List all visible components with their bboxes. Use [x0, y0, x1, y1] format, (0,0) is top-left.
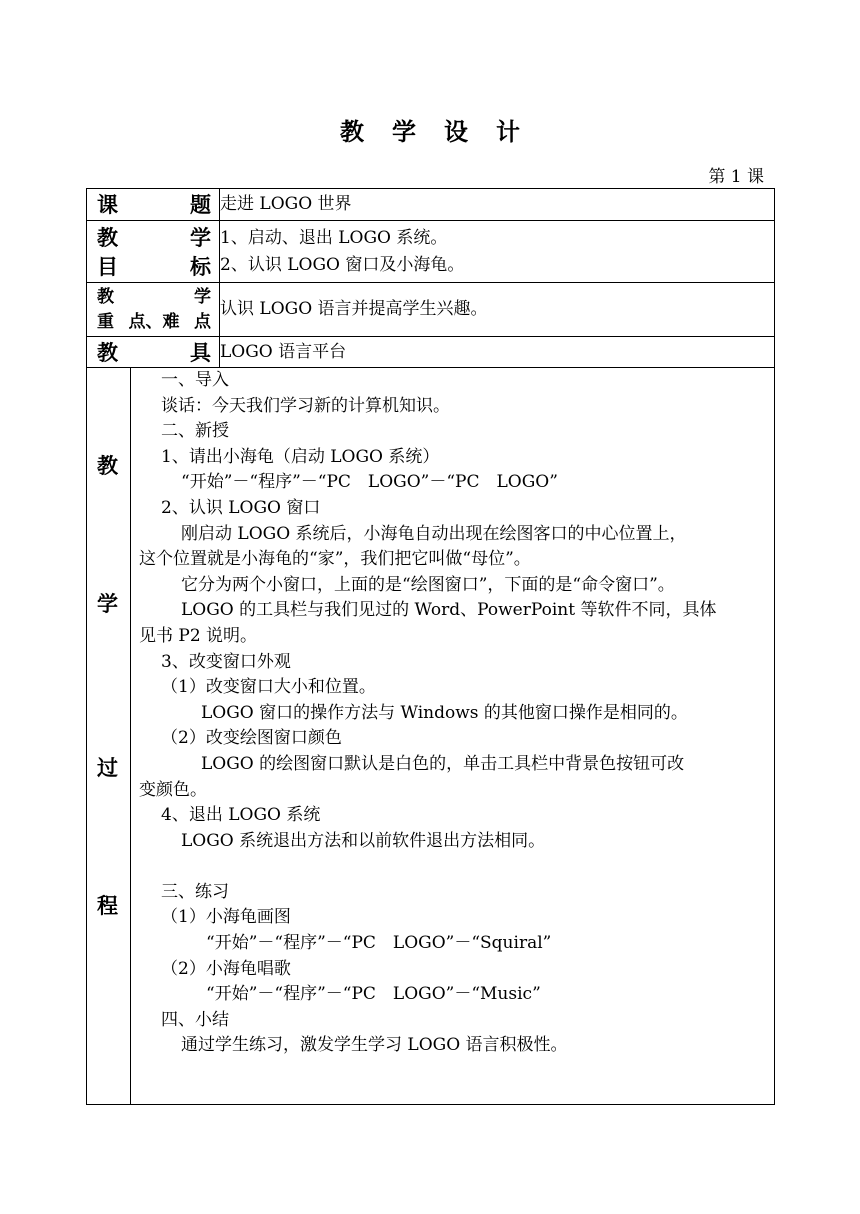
process-line: LOGO 的绘图窗口默认是白色的，单击工具栏中背景色按钮可改	[201, 753, 685, 774]
goal-item: 1、启动、退出 LOGO 系统。	[220, 227, 448, 248]
label-char: 学	[194, 286, 211, 307]
tools-value: LOGO 语言平台	[220, 337, 775, 368]
label-char: 点	[194, 311, 211, 332]
process-line: （1）改变窗口大小和位置。	[161, 677, 376, 698]
lesson-plan-table	[86, 188, 775, 1105]
process-line: 谈话：今天我们学习新的计算机知识。	[161, 395, 450, 416]
process-line: “开始”－“程序”－“PC LOGO”－“Squiral”	[206, 933, 552, 954]
process-line: 四、小结	[161, 1009, 229, 1030]
process-line: 变颜色。	[139, 779, 207, 800]
process-line: 刚启动 LOGO 系统后，小海龟自动出现在绘图客口的中心位置上，	[181, 523, 687, 544]
label-char: 学	[97, 591, 118, 616]
process-line: LOGO 窗口的操作方法与 Windows 的其他窗口操作是相同的。	[201, 702, 688, 723]
process-line: （1）小海龟画图	[161, 907, 291, 928]
label-char: 教	[97, 339, 118, 365]
process-line: LOGO 的工具栏与我们见过的 Word、PowerPoint 等软件不同，具体	[181, 600, 717, 621]
label-char: 教	[97, 224, 118, 250]
goals-value	[220, 221, 775, 283]
key-points-label	[87, 283, 220, 337]
label-char: 教	[97, 453, 118, 478]
label-char: 具	[190, 339, 211, 365]
process-line: 2、认识 LOGO 窗口	[161, 497, 321, 518]
goals-label	[87, 221, 220, 283]
process-line: 这个位置就是小海龟的“家”，我们把它叫做“母位”。	[139, 549, 531, 570]
row-key-points	[87, 283, 775, 337]
process-line: 一、导入	[161, 370, 229, 390]
row-topic	[87, 189, 775, 221]
process-line: 1、请出小海龟（启动 LOGO 系统）	[161, 446, 440, 467]
process-label	[87, 368, 131, 1105]
spacer	[139, 854, 768, 880]
tools-label	[87, 337, 220, 368]
process-line: 通过学生练习，激发学生学习 LOGO 语言积极性。	[181, 1035, 568, 1056]
label-char: 过	[97, 755, 118, 780]
label-char: 目	[97, 253, 118, 279]
title-char: 教	[340, 117, 364, 146]
goal-item: 2、认识 LOGO 窗口及小海龟。	[220, 254, 465, 275]
process-line: “开始”－“程序”－“PC LOGO”－“PC LOGO”	[181, 472, 558, 493]
title-char: 学	[392, 117, 416, 146]
topic-label	[87, 189, 220, 221]
process-line: “开始”－“程序”－“PC LOGO”－“Music”	[206, 984, 541, 1005]
label-char: 教	[97, 286, 114, 307]
label-char: 课	[97, 192, 118, 217]
label-char: 重	[97, 311, 114, 332]
document-title	[0, 112, 860, 147]
row-goals	[87, 221, 775, 283]
title-char: 设	[444, 117, 468, 146]
row-process	[87, 368, 775, 1105]
lesson-number: 第 1 课	[708, 167, 764, 187]
process-line: 见书 P2 说明。	[139, 625, 258, 646]
process-line: LOGO 系统退出方法和以前软件退出方法相同。	[181, 830, 546, 851]
row-tools	[87, 337, 775, 368]
process-content	[131, 368, 775, 1105]
label-char: 程	[97, 893, 118, 918]
process-line: 3、改变窗口外观	[161, 651, 291, 672]
process-line: （2）改变绘图窗口颜色	[161, 728, 342, 749]
process-line: 4、退出 LOGO 系统	[161, 805, 321, 826]
process-line: 它分为两个小窗口，上面的是“绘图窗口”，下面的是“命令窗口”。	[181, 574, 675, 595]
process-line: （2）小海龟唱歌	[161, 958, 291, 979]
key-points-value: 认识 LOGO 语言并提高学生兴趣。	[220, 283, 775, 337]
label-char: 学	[190, 224, 211, 250]
label-char: 点、难	[128, 311, 180, 332]
process-line: 二、新授	[161, 421, 229, 442]
title-char: 计	[496, 117, 520, 146]
label-char: 题	[190, 192, 211, 217]
label-char: 标	[190, 253, 211, 279]
process-line: 三、练习	[161, 881, 229, 902]
topic-value: 走进 LOGO 世界	[220, 189, 775, 221]
